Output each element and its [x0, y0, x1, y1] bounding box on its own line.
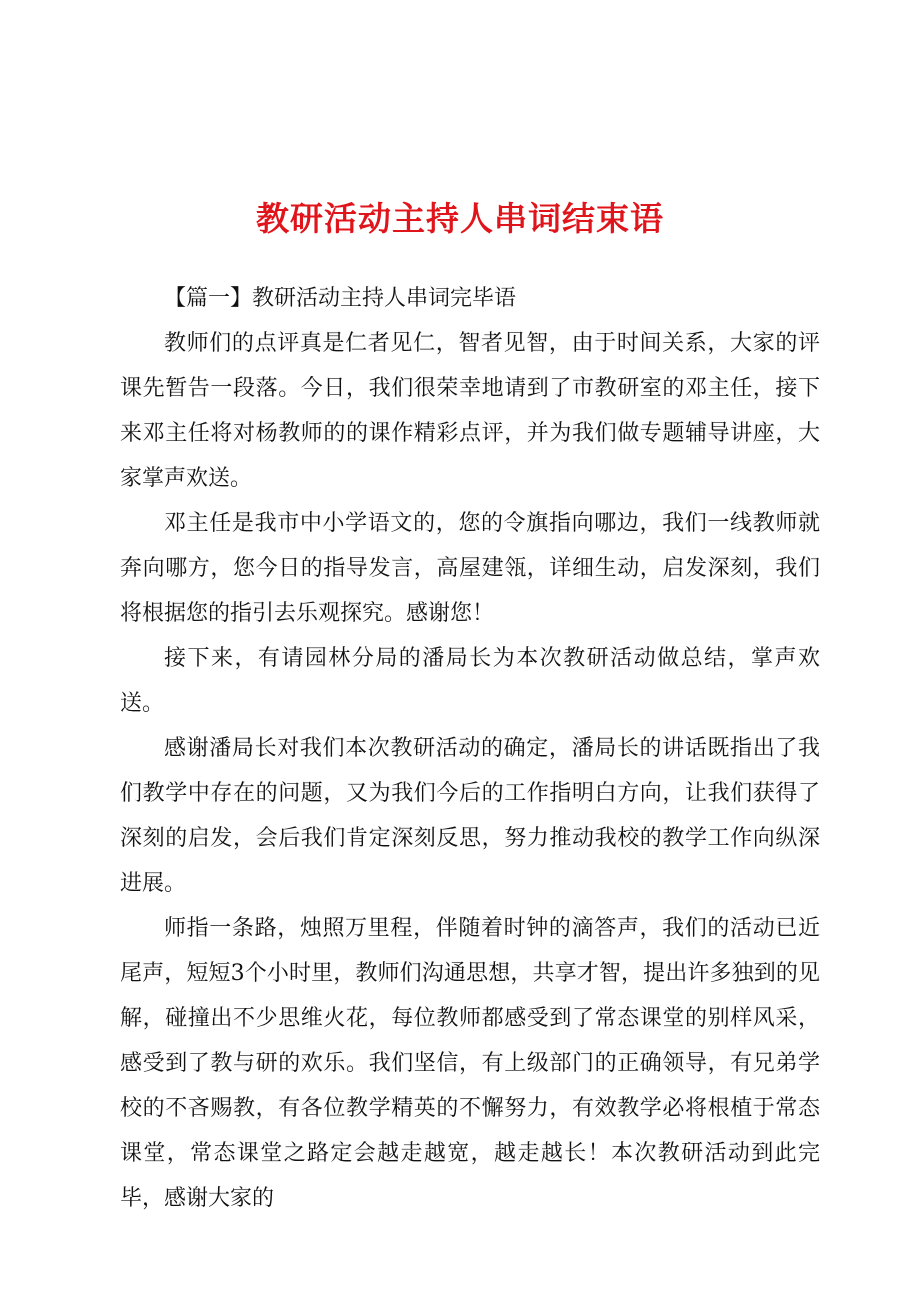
document-title: 教研活动主持人串词结束语 [256, 199, 664, 238]
document-body [120, 276, 820, 1221]
section-heading: 【篇一】教研活动主持人串词完毕语 [164, 286, 517, 311]
paragraph-1: 教师们的点评真是仁者见仁，智者见智，由于时间关系，大家的评课先暂告一段落。今日，我们很荣幸地请到了市教研室的邓主任，接下来邓主任将对杨教师的的课作精彩点评，并为我们做专题辅导讲座，大家掌声欢送。 [120, 331, 820, 491]
paragraph-2: 邓主任是我市中小学语文的，您的令旗指向哪边，我们一线教师就奔向哪方，您今日的指导发言，高屋建瓴，详细生动，启发深刻，我们将根据您的指引去乐观探究。感谢您！ [120, 511, 820, 626]
paragraph-3: 接下来，有请园林分局的潘局长为本次教研活动做总结，掌声欢送。 [120, 646, 820, 716]
paragraph-4: 感谢潘局长对我们本次教研活动的确定，潘局长的讲话既指出了我们教学中存在的问题，又为我们今后的工作指明白方向，让我们获得了深刻的启发，会后我们肯定深刻反思，努力推动我校的教学工作向纵深进展。 [120, 736, 820, 896]
paragraph-5: 师指一条路，烛照万里程，伴随着时钟的滴答声，我们的活动已近尾声，短短3个小时里，教师们沟通思想，共享才智，提出许多独到的见解，碰撞出不少思维火花，每位教师都感受到了常态课堂的别样风采，感受到了教与研的欢乐。我们坚信，有上级部门的正确领导，有兄弟学校的不吝赐教，有各位教学精英的不懈努力，有效教学必将根植于常态课堂，常态课堂之路定会越走越宽，越走越长！本次教研活动到此完毕，感谢大家的 [120, 916, 820, 1211]
